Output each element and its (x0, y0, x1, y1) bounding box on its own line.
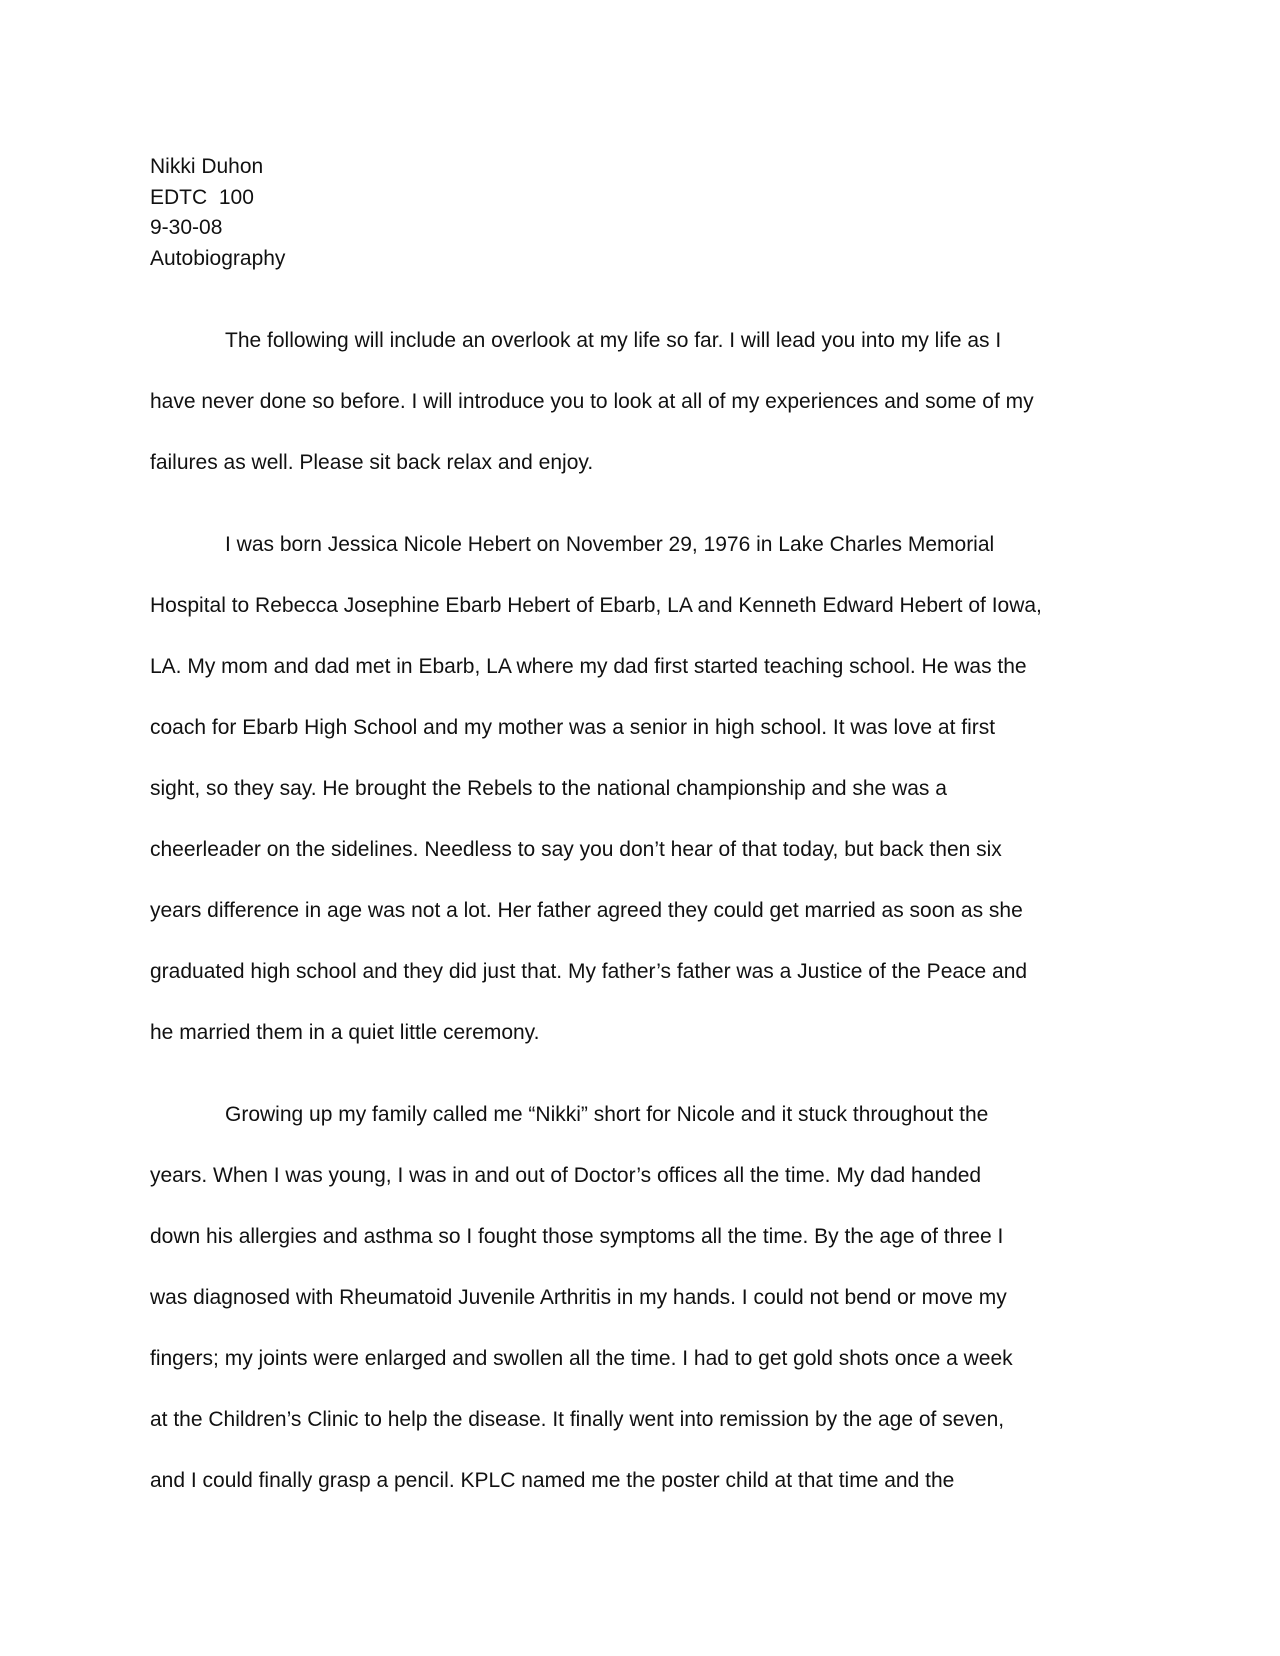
document-body (150, 310, 1140, 1532)
text-line: have never done so before. I will introduce you to look at all of my experiences and some of my (150, 390, 1034, 413)
paragraph-introduction (150, 310, 1140, 493)
text-line: was diagnosed with Rheumatoid Juvenile Arthritis in my hands. I could not bend or move my (150, 1286, 1007, 1309)
course-code: EDTC 100 (150, 185, 254, 209)
paragraph-childhood (150, 1084, 1140, 1511)
text-line: Growing up my family called me “Nikki” short for Nicole and it stuck throughout the (225, 1103, 989, 1126)
document-title: Autobiography (150, 246, 286, 270)
text-line: down his allergies and asthma so I fought those symptoms all the time. By the age of three I (150, 1225, 1004, 1248)
document-header (150, 152, 285, 274)
paragraph-birth (150, 514, 1140, 1063)
text-line: coach for Ebarb High School and my mother was a senior in high school. It was love at first (150, 716, 996, 739)
text-line: Hospital to Rebecca Josephine Ebarb Hebert of Ebarb, LA and Kenneth Edward Hebert of Iowa, (150, 594, 1042, 617)
text-line: at the Children’s Clinic to help the disease. It finally went into remission by the age of seven, (150, 1408, 1005, 1431)
text-line: cheerleader on the sidelines. Needless to say you don’t hear of that today, but back then six (150, 838, 1002, 861)
text-line: The following will include an overlook at my life so far. I will lead you into my life as I (225, 329, 1002, 352)
text-line: years. When I was young, I was in and out of Doctor’s offices all the time. My dad handed (150, 1164, 982, 1187)
text-line: years difference in age was not a lot. Her father agreed they could get married as soon as she (150, 899, 1023, 922)
text-line: and I could finally grasp a pencil. KPLC named me the poster child at that time and the (150, 1469, 955, 1492)
text-line: fingers; my joints were enlarged and swollen all the time. I had to get gold shots once a week (150, 1347, 1013, 1370)
text-line: LA. My mom and dad met in Ebarb, LA where my dad first started teaching school. He was the (150, 655, 1027, 678)
text-line: sight, so they say. He brought the Rebels to the national championship and she was a (150, 777, 947, 800)
text-line: he married them in a quiet little ceremony. (150, 1021, 540, 1044)
text-line: graduated high school and they did just that. My father’s father was a Justice of the Peace and (150, 960, 1028, 983)
document-date: 9-30-08 (150, 216, 223, 239)
text-line: failures as well. Please sit back relax and enjoy. (150, 451, 594, 474)
author-name: Nikki Duhon (150, 155, 264, 178)
text-line: I was born Jessica Nicole Hebert on November 29, 1976 in Lake Charles Memorial (225, 533, 995, 556)
